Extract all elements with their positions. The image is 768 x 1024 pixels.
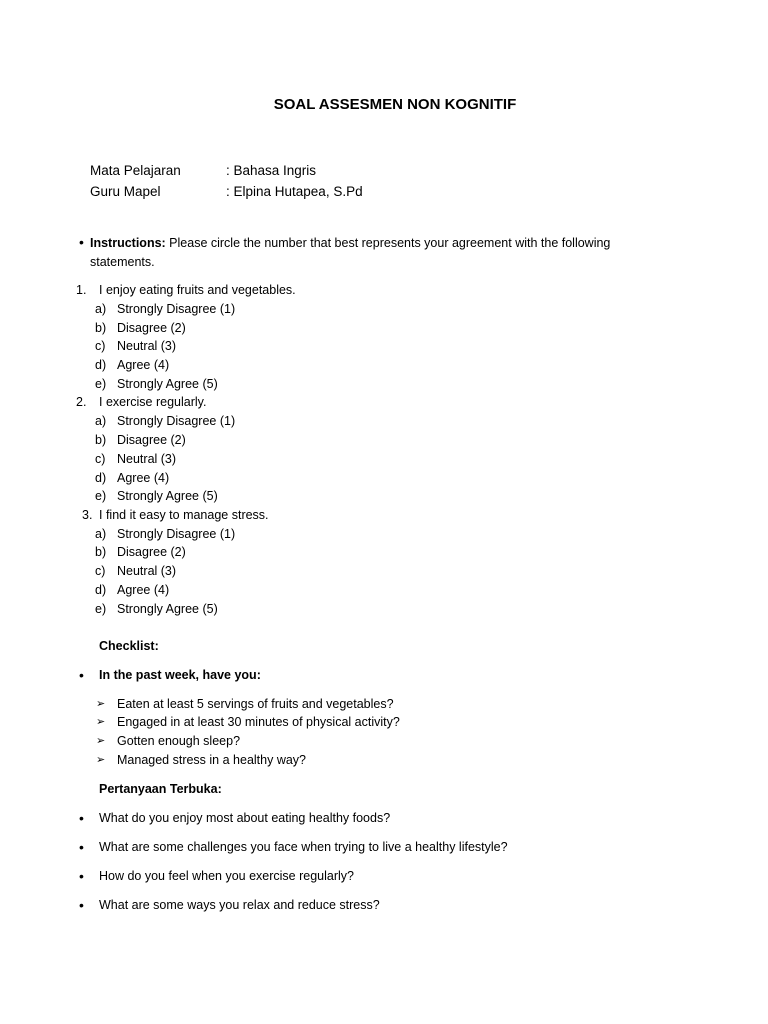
checklist-bullet: • — [79, 667, 84, 683]
checklist-item: Gotten enough sleep? — [117, 734, 241, 748]
open-question: What are some ways you relax and reduce stress? — [99, 898, 380, 912]
meta-value-teacher: : Elpina Hutapea, S.Pd — [226, 184, 363, 199]
option-text: Strongly Agree (5) — [117, 602, 218, 616]
option-text: Disagree (2) — [117, 321, 186, 335]
option-letter: b) — [95, 433, 107, 447]
arrow-bullet-icon: ➢ — [96, 716, 106, 728]
open-question: How do you feel when you exercise regularly? — [99, 869, 354, 883]
question-number: 2. — [76, 395, 87, 409]
question-number: 1. — [76, 283, 87, 297]
option-letter: b) — [95, 321, 107, 335]
instructions-text: Please circle the number that best represents your agreement with the following statements. — [90, 236, 611, 269]
meta-label-subject: Mata Pelajaran — [90, 163, 181, 178]
option-letter: c) — [95, 564, 106, 578]
question-number: 3. — [82, 508, 93, 522]
open-question-bullet: • — [79, 839, 84, 855]
option-text: Strongly Agree (5) — [117, 489, 218, 503]
option-text: Strongly Disagree (1) — [117, 527, 236, 541]
option-text: Strongly Agree (5) — [117, 377, 218, 391]
checklist-prompt: In the past week, have you: — [99, 668, 261, 682]
open-question: What are some challenges you face when trying to live a healthy lifestyle? — [99, 840, 508, 854]
meta-value-subject: : Bahasa Ingris — [226, 163, 317, 178]
option-letter: a) — [95, 527, 107, 541]
option-letter: a) — [95, 414, 107, 428]
option-letter: c) — [95, 452, 106, 466]
option-text: Agree (4) — [117, 358, 170, 372]
question-text: I find it easy to manage stress. — [99, 508, 269, 522]
option-letter: d) — [95, 583, 107, 597]
instructions-label: Instructions: — [90, 236, 166, 250]
option-letter: d) — [95, 358, 107, 372]
option-letter: e) — [95, 602, 107, 616]
option-letter: e) — [95, 377, 107, 391]
option-letter: d) — [95, 471, 107, 485]
option-text: Strongly Disagree (1) — [117, 414, 236, 428]
option-text: Disagree (2) — [117, 545, 186, 559]
option-text: Neutral (3) — [117, 564, 177, 578]
question-text: I exercise regularly. — [99, 395, 207, 409]
open-question-bullet: • — [79, 868, 84, 884]
option-text: Strongly Disagree (1) — [117, 302, 236, 316]
arrow-bullet-icon: ➢ — [96, 735, 106, 747]
option-text: Agree (4) — [117, 471, 170, 485]
open-question: What do you enjoy most about eating healthy foods? — [99, 811, 391, 825]
checklist-item: Eaten at least 5 servings of fruits and vegetables? — [117, 697, 394, 711]
arrow-bullet-icon: ➢ — [96, 754, 106, 766]
option-letter: e) — [95, 489, 107, 503]
option-letter: a) — [95, 302, 107, 316]
open-question-bullet: • — [79, 810, 84, 826]
option-text: Neutral (3) — [117, 339, 177, 353]
question-text: I enjoy eating fruits and vegetables. — [99, 283, 296, 297]
checklist-heading: Checklist: — [99, 639, 159, 653]
option-letter: b) — [95, 545, 107, 559]
checklist-item: Engaged in at least 30 minutes of physical activity? — [117, 715, 400, 729]
option-letter: c) — [95, 339, 106, 353]
instructions-bullet: • — [79, 234, 84, 250]
option-text: Disagree (2) — [117, 433, 186, 447]
option-text: Neutral (3) — [117, 452, 177, 466]
open-questions-heading: Pertanyaan Terbuka: — [99, 782, 222, 796]
open-question-bullet: • — [79, 897, 84, 913]
checklist-item: Managed stress in a healthy way? — [117, 753, 306, 767]
arrow-bullet-icon: ➢ — [96, 698, 106, 710]
option-text: Agree (4) — [117, 583, 170, 597]
instructions-paragraph — [90, 234, 650, 272]
meta-label-teacher: Guru Mapel — [90, 184, 161, 199]
page-title: SOAL ASSESMEN NON KOGNITIF — [273, 96, 517, 113]
